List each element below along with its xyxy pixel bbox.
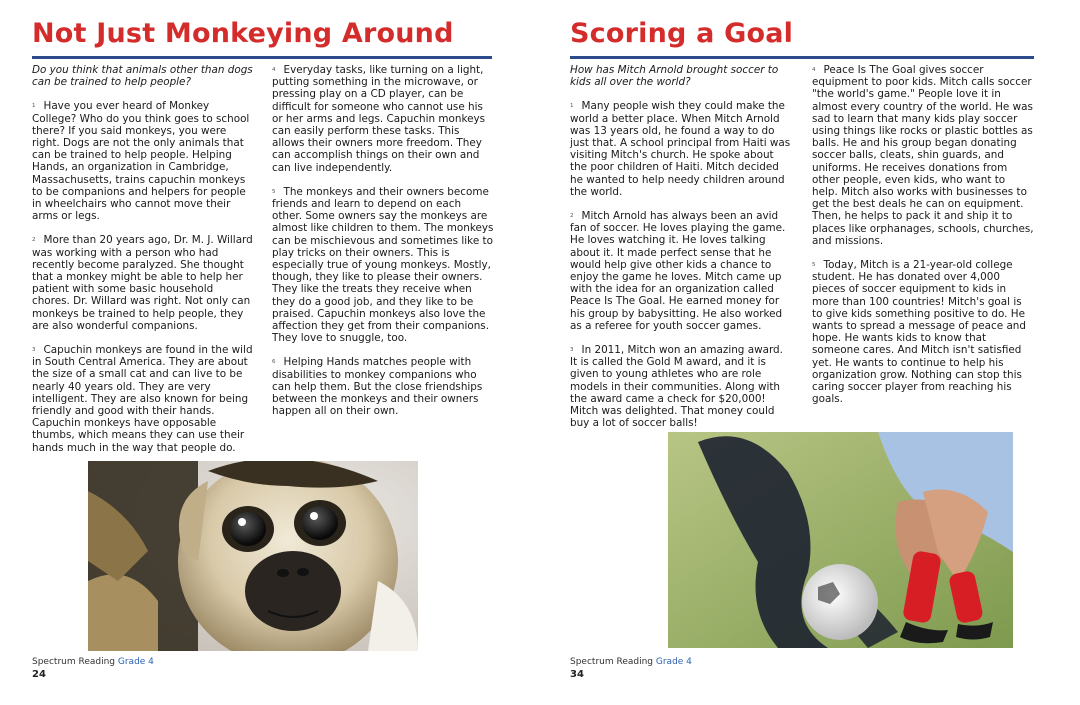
- paragraph-text: Everyday tasks, like turning on a light, putting something in the microwave, or pressing play on a CD player, can be difficult for someone who cannot use his or her arms and legs. Capuchin monkeys can easily perform these tasks. This allows their owners more freedom. They can accomplish things on their own and can live independently.: [272, 64, 486, 174]
- paragraph-text: Mitch Arnold has always been an avid fan of soccer. He loves playing the game. He loves watching it. He loves talking about it. It made perfect sense that he would help give other kids a chance to enjoy the game he loves. Mitch came up with the idea for an organization called Peace Is The Goal. He earned money for his group by babysitting. He also worked as a referee for youth soccer games.: [570, 210, 786, 332]
- paragraph: [570, 100, 792, 198]
- paragraph-number: 6: [272, 359, 276, 366]
- paragraph-text: Peace Is The Goal gives soccer equipment to poor kids. Mitch calls soccer "the world's game." People love it in almost every country of the world. He was sad to learn that many kids play soccer using things like rocks or plastic bottles as balls. He and his group began donating soccer balls, cleats, shin guards, and uniforms. He receives donations from other people, even kids, who want to help. Mitch also works with businesses to get the best deals he can on equipment. Then, he helps to pack it and ship it to places like orphanages, schools, churches, and missions.: [812, 64, 1034, 247]
- paragraph: [812, 64, 1034, 247]
- paragraph: [32, 234, 254, 332]
- paragraph-number: 1: [570, 103, 574, 110]
- left-page-number: 24: [32, 669, 46, 680]
- left-page-title: Not Just Monkeying Around: [32, 18, 454, 49]
- paragraph-number: 3: [570, 347, 574, 354]
- paragraph-number: 5: [272, 188, 276, 195]
- right-title-rule: [570, 56, 1034, 59]
- soccer-photo: [668, 432, 1013, 648]
- paragraph-number: 3: [32, 347, 36, 354]
- left-column-2: [272, 64, 494, 429]
- soccer-illustration: [668, 432, 1013, 648]
- paragraph-text: In 2011, Mitch won an amazing award. It is called the Gold M award, and it is given to young athletes who are role models in their communities. Along with the award came a check for $20,000! Mitch was delighted. That money could buy a lot of soccer balls!: [570, 344, 783, 430]
- right-column-1: [570, 64, 792, 441]
- right-page-title: Scoring a Goal: [570, 18, 794, 49]
- paragraph: [570, 344, 792, 429]
- footer-series: Spectrum Reading: [570, 657, 656, 667]
- paragraph-text: Many people wish they could make the world a better place. When Mitch Arnold was 13 years old, he found a way to do just that. A school principal from Haiti was visiting Mitch's church. He spoke about the poor children of Haiti. Mitch decided he wanted to help needy children around the world.: [570, 100, 791, 198]
- paragraph: [812, 259, 1034, 405]
- paragraph: [32, 100, 254, 222]
- paragraph: [272, 186, 494, 345]
- left-title-rule: [32, 56, 492, 59]
- right-page: [540, 0, 1080, 705]
- right-footer: [570, 657, 692, 667]
- paragraph-number: 2: [32, 237, 36, 244]
- footer-grade: Grade 4: [655, 657, 692, 667]
- paragraph-number: 1: [32, 103, 36, 110]
- paragraph-number: 2: [570, 213, 574, 220]
- footer-series: Spectrum Reading: [32, 657, 118, 667]
- monkey-illustration: [88, 461, 418, 651]
- paragraph-text: Today, Mitch is a 21-year-old college student. He has donated over 4,000 pieces of soccer equipment to kids in more than 100 countries! Mitch's goal is to give kids something positive to do. He wants to spread a message of peace and hope. He wants kids to know that someone cares. And Mitch isn't satisfied yet. He wants to continue to help his organization grow. Nothing can stop this caring soccer player from reaching his goals.: [812, 259, 1026, 406]
- paragraph-number: 5: [812, 262, 816, 269]
- paragraph: [32, 344, 254, 454]
- left-question: Do you think that animals other than dogs can be trained to help people?: [32, 64, 253, 89]
- right-question: How has Mitch Arnold brought soccer to kids all over the world?: [570, 64, 779, 89]
- paragraph-text: Helping Hands matches people with disabilities to monkey companions who can help them. But the close friendships between the monkeys and their owners happen all on their own.: [272, 356, 483, 418]
- paragraph-number: 4: [812, 67, 816, 73]
- paragraph-text: Have you ever heard of Monkey College? Who do you think goes to school there? If you said monkeys, you were right. Dogs are not the only animals that can be trained to help people. Helping Hands, an organization in Cambridge, Massachusetts, trains capuchin monkeys to be companions and helpers for people in wheelchairs who cannot move their arms or legs.: [32, 100, 250, 223]
- left-footer: [32, 657, 154, 667]
- paragraph-number: 4: [272, 67, 276, 73]
- footer-grade: Grade 4: [117, 657, 154, 667]
- right-page-number: 34: [570, 669, 584, 680]
- right-column-2: [812, 64, 1034, 417]
- paragraph-text: Capuchin monkeys are found in the wild in South Central America. They are about the size of a small cat and can live to be nearly 40 years old. They are very intelligent. They are also known for being friendly and good with their hands. Capuchin monkeys have opposable thumbs, which means they can use their hands much in the way that people do.: [32, 344, 253, 454]
- paragraph-text: The monkeys and their owners become friends and learn to depend on each other. Some owners say the monkeys are almost like children to them. The monkeys can be mischievous and sometimes like to play tricks on their owners. This is especially true of young monkeys. Mostly, though, they like to please their owners. They like the treats they receive when they do a good job, and they like to be praised. Capuchin monkeys also love the affection they get from their companions. They love to snuggle, too.: [272, 185, 494, 345]
- left-column-1: [32, 64, 254, 466]
- paragraph-text: More than 20 years ago, Dr. M. J. Willard was working with a person who had recently become paralyzed. She thought that a monkey might be able to help her patient with some basic household chores. Dr. Willard was right. Not only can monkeys be trained to help people, they are also wonderful companions.: [32, 234, 253, 332]
- paragraph: [272, 64, 494, 174]
- monkey-photo: [88, 461, 418, 651]
- paragraph: [570, 210, 792, 332]
- paragraph: [272, 356, 494, 417]
